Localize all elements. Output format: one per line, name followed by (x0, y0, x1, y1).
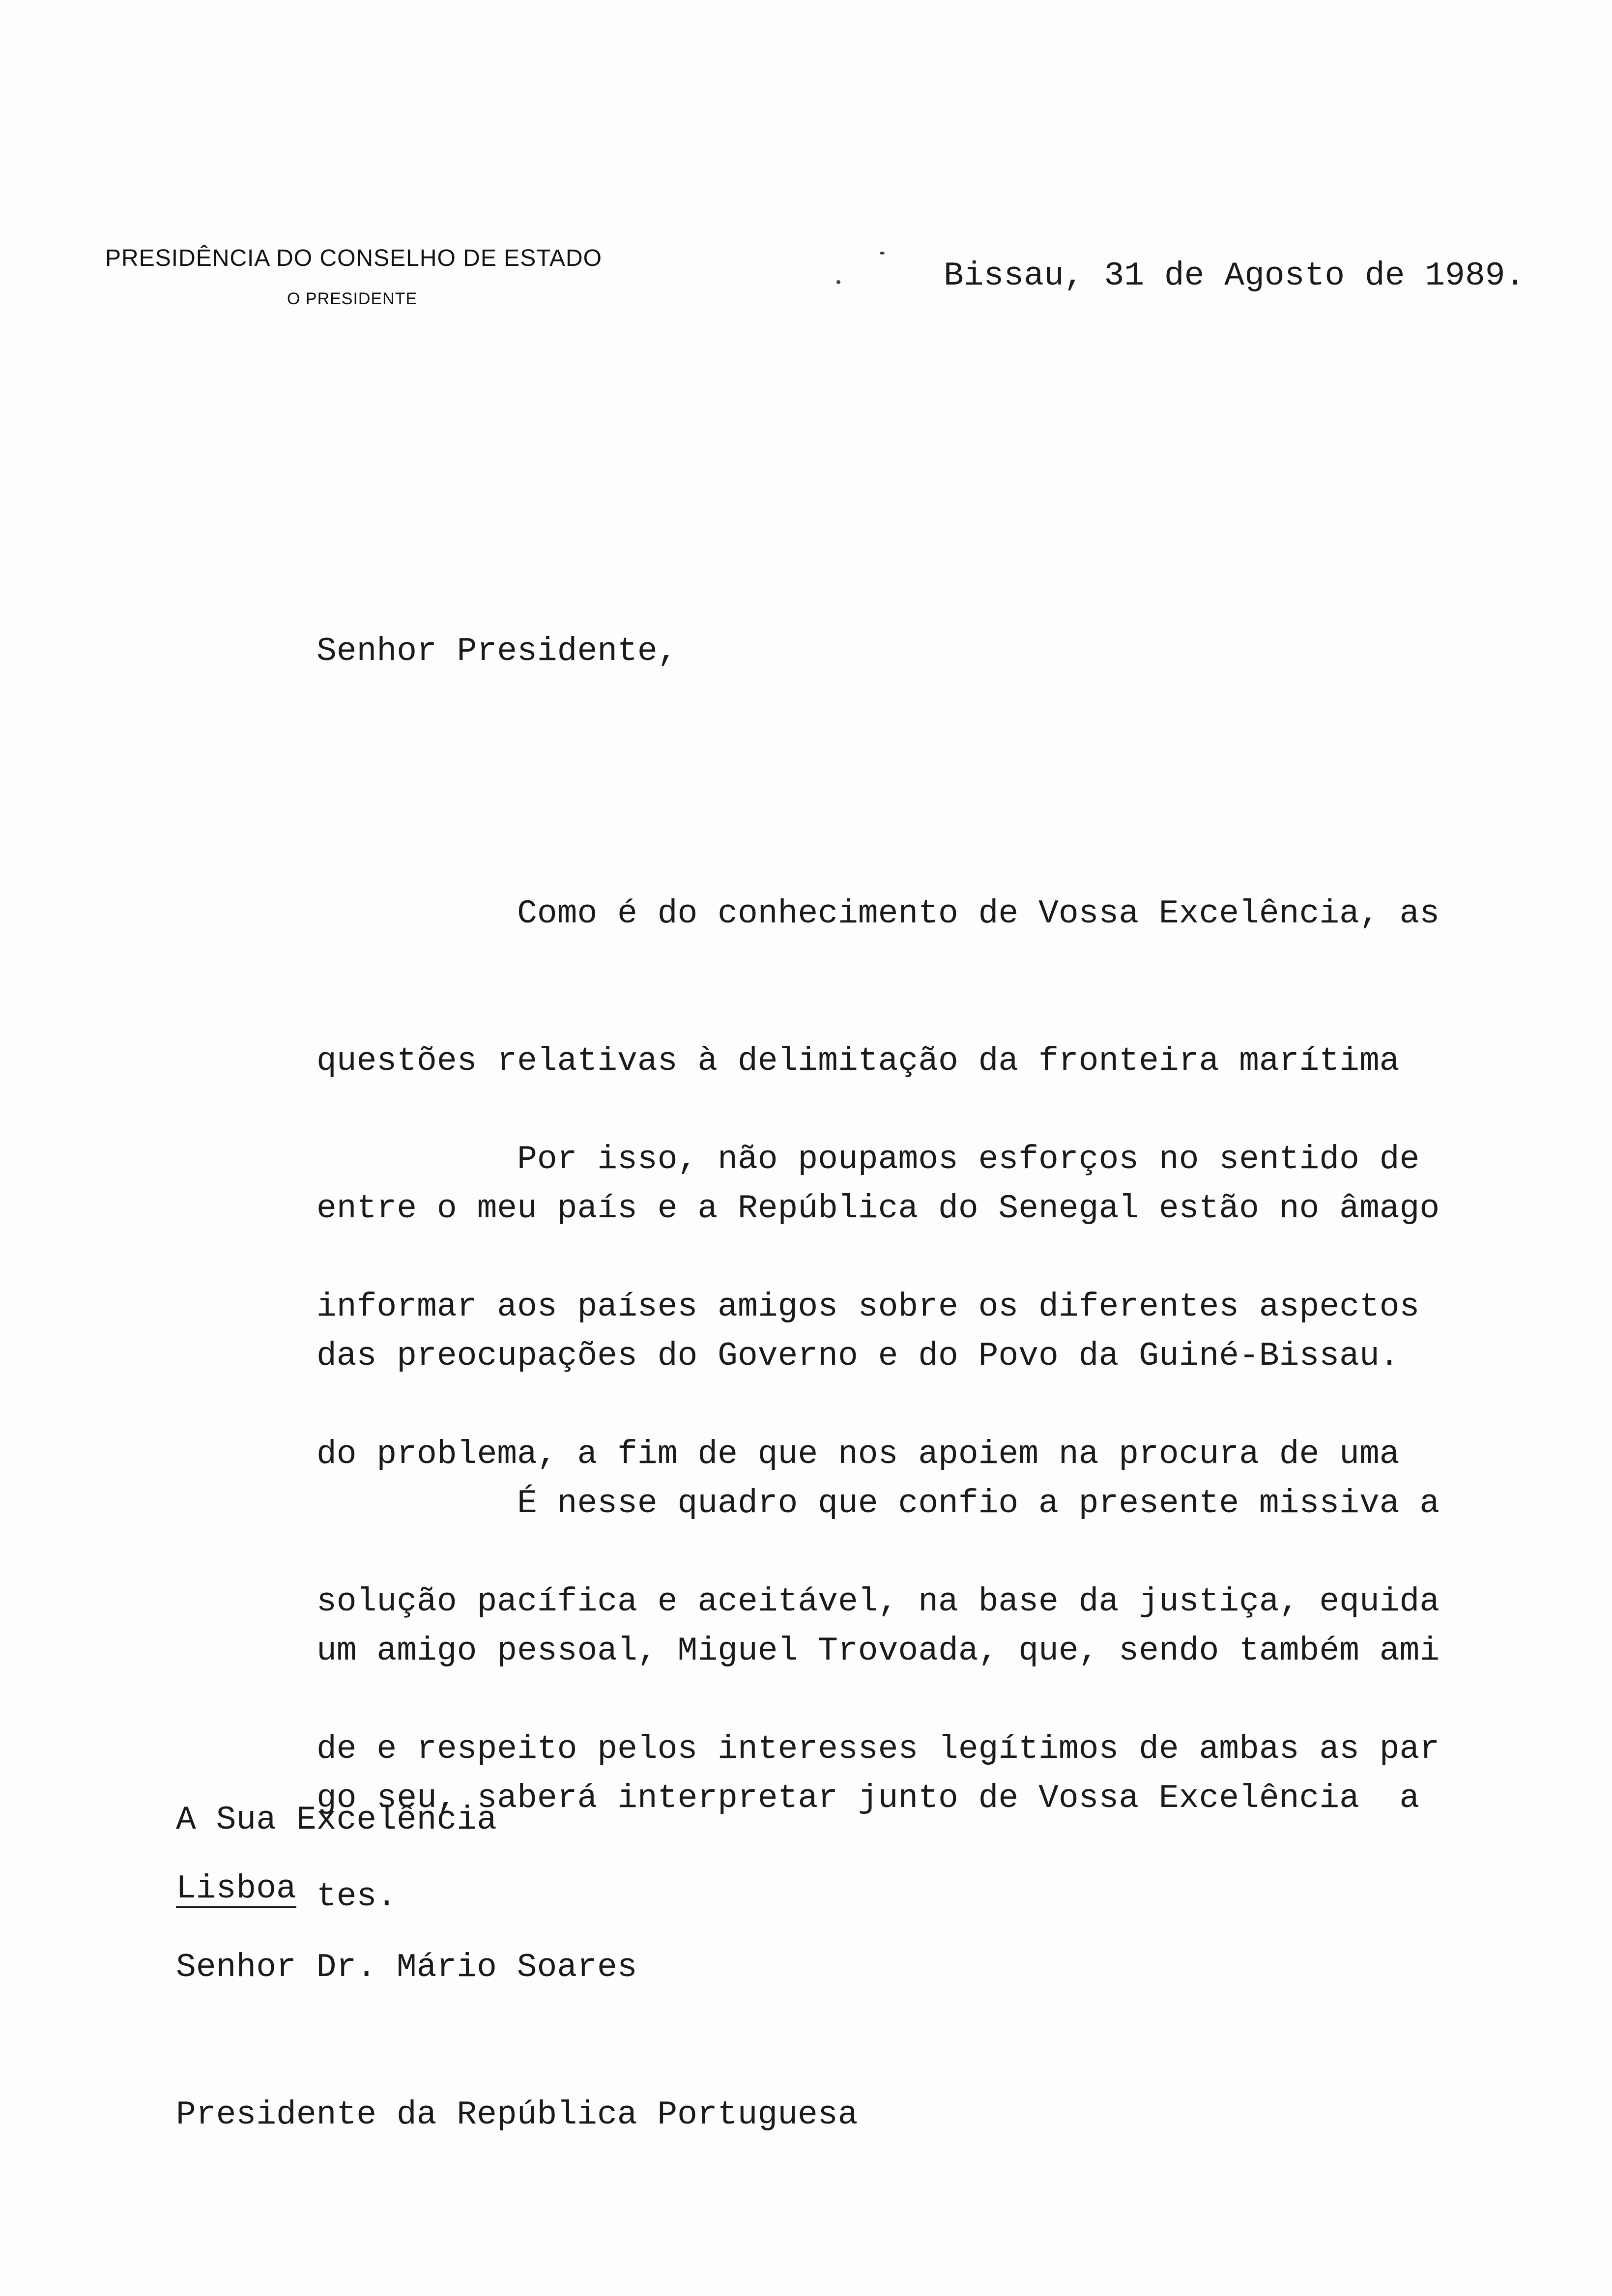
recipient-address (176, 1697, 858, 2238)
paragraph-line: Por isso, não poupamos esforços no sentido de (317, 1141, 1420, 1178)
ink-speck (880, 252, 885, 255)
paragraph-line: um amigo pessoal, Miguel Trovoada, que, sendo também ami (317, 1632, 1440, 1670)
paragraph-line: tes. (317, 1878, 397, 1916)
paragraph-line: solução pacífica e aceitável, na base da justiça, equida (317, 1583, 1440, 1621)
paragraph-line: questões relativas à delimitação da fronteira marítima (317, 1042, 1400, 1080)
address-line: Senhor Dr. Mário Soares (176, 1949, 637, 1986)
paragraph-line: entre o meu país e a República do Senegal estão no âmago (317, 1190, 1440, 1228)
paragraph-line: informar aos países amigos sobre os diferentes aspectos (317, 1288, 1420, 1326)
salutation: Senhor Presidente, (317, 632, 678, 670)
paragraph-line: Como é do conhecimento de Vossa Excelência, as (317, 895, 1440, 933)
letterhead-title: PRESIDÊNCIA DO CONSELHO DE ESTADO (105, 245, 602, 271)
ink-speck (836, 280, 840, 284)
address-line: A Sua Excelência (176, 1801, 497, 1839)
paragraph-line: das preocupações do Governo e do Povo da Guiné-Bissau. (317, 1337, 1400, 1375)
paragraph-line: go seu, saberá interpretar junto de Vossa Excelência a (317, 1779, 1420, 1817)
paragraph-line: É nesse quadro que confio a presente missiva a (317, 1485, 1440, 1522)
letterhead-subtitle: O PRESIDENTE (287, 289, 418, 308)
paragraph-line: de e respeito pelos interesses legítimos de ambas as par (317, 1730, 1440, 1768)
letter-date: Bissau, 31 de Agosto de 1989. (944, 257, 1526, 295)
address-line: Presidente da República Portuguesa (176, 2096, 858, 2134)
paragraph-line: do problema, a fim de que nos apoiem na procura de uma (317, 1435, 1400, 1473)
recipient-city: Lisboa (176, 1870, 296, 1908)
letterhead (105, 244, 602, 314)
